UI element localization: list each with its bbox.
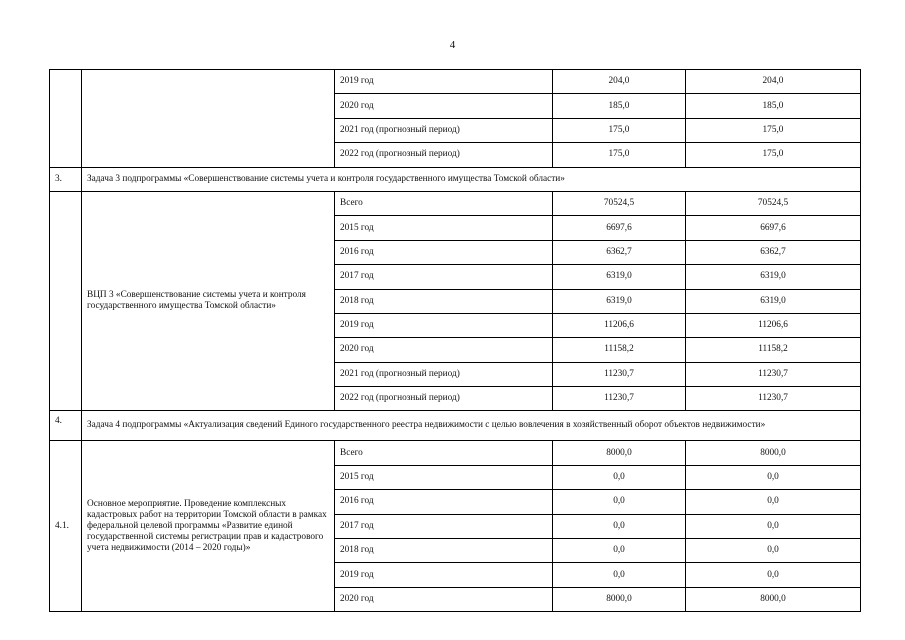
- value-cell: 11206,6: [686, 313, 861, 337]
- period-cell: 2019 год: [335, 313, 553, 337]
- value-cell: 70524,5: [686, 191, 861, 215]
- page-number: 4: [449, 39, 456, 51]
- period-cell: 2022 год (прогнозный период): [335, 143, 553, 167]
- value-cell: 11230,7: [686, 362, 861, 386]
- value-cell: 175,0: [553, 143, 686, 167]
- value-cell: 11230,7: [686, 387, 861, 411]
- value-cell: 6362,7: [686, 240, 861, 264]
- value-cell: 6697,6: [553, 216, 686, 240]
- value-cell: 11158,2: [686, 338, 861, 362]
- period-cell: Всего: [335, 191, 553, 215]
- period-cell: 2020 год: [335, 338, 553, 362]
- program-name: ВЦП 3 «Совершенствование системы учета и контроля государственного имущества Томской области»: [82, 191, 335, 411]
- value-cell: 185,0: [553, 94, 686, 118]
- value-cell: 6319,0: [553, 289, 686, 313]
- period-cell: 2020 год: [335, 587, 553, 611]
- value-cell: 0,0: [686, 514, 861, 538]
- period-cell: 2019 год: [335, 563, 553, 587]
- period-cell: 2016 год: [335, 240, 553, 264]
- value-cell: 6362,7: [553, 240, 686, 264]
- value-cell: 0,0: [686, 465, 861, 489]
- value-cell: 8000,0: [686, 587, 861, 611]
- task-number: 3.: [50, 167, 82, 191]
- period-cell: Всего: [335, 441, 553, 465]
- value-cell: 0,0: [686, 490, 861, 514]
- period-cell: 2018 год: [335, 289, 553, 313]
- period-cell: 2019 год: [335, 70, 553, 94]
- row-number-cell: [50, 191, 82, 411]
- value-cell: 204,0: [686, 70, 861, 94]
- period-cell: 2016 год: [335, 490, 553, 514]
- value-cell: 0,0: [553, 539, 686, 563]
- value-cell: 185,0: [686, 94, 861, 118]
- task-number: 4.: [50, 411, 82, 441]
- value-cell: 8000,0: [553, 441, 686, 465]
- row-number-cell: [50, 70, 82, 168]
- period-cell: 2018 год: [335, 539, 553, 563]
- value-cell: 175,0: [686, 118, 861, 142]
- value-cell: 175,0: [686, 143, 861, 167]
- activity-name: Основное мероприятие. Проведение комплексных кадастровых работ на территории Томской области в рамках федеральной целевой программы «Развитие единой государственной системы регистрации прав и кадастрового учета недвижимости (2014 – 2020 годы)»: [82, 441, 335, 612]
- row-name-cell: [82, 70, 335, 168]
- period-cell: 2015 год: [335, 465, 553, 489]
- value-cell: 6319,0: [553, 265, 686, 289]
- table-row: [50, 441, 861, 465]
- value-cell: 0,0: [686, 563, 861, 587]
- financing-table: [49, 69, 861, 612]
- value-cell: 0,0: [553, 490, 686, 514]
- period-cell: 2020 год: [335, 94, 553, 118]
- task-row: [50, 167, 861, 191]
- value-cell: 11230,7: [553, 362, 686, 386]
- item-number: 4.1.: [50, 441, 82, 612]
- value-cell: 11206,6: [553, 313, 686, 337]
- task-row: [50, 411, 861, 441]
- value-cell: 0,0: [553, 514, 686, 538]
- period-cell: 2015 год: [335, 216, 553, 240]
- period-cell: 2017 год: [335, 265, 553, 289]
- table-row: [50, 191, 861, 215]
- value-cell: 8000,0: [553, 587, 686, 611]
- value-cell: 6319,0: [686, 265, 861, 289]
- value-cell: 6697,6: [686, 216, 861, 240]
- period-cell: 2017 год: [335, 514, 553, 538]
- value-cell: 11230,7: [553, 387, 686, 411]
- value-cell: 8000,0: [686, 441, 861, 465]
- value-cell: 204,0: [553, 70, 686, 94]
- value-cell: 0,0: [553, 465, 686, 489]
- value-cell: 6319,0: [686, 289, 861, 313]
- value-cell: 0,0: [553, 563, 686, 587]
- task-title: Задача 4 подпрограммы «Актуализация сведений Единого государственного реестра недвижимости с целью вовлечения в хозяйственный оборот объектов недвижимости»: [82, 411, 861, 441]
- value-cell: 11158,2: [553, 338, 686, 362]
- value-cell: 70524,5: [553, 191, 686, 215]
- task-title: Задача 3 подпрограммы «Совершенствование системы учета и контроля государственного имущества Томской области»: [82, 167, 861, 191]
- period-cell: 2021 год (прогнозный период): [335, 118, 553, 142]
- table-row: [50, 70, 861, 94]
- period-cell: 2021 год (прогнозный период): [335, 362, 553, 386]
- value-cell: 175,0: [553, 118, 686, 142]
- period-cell: 2022 год (прогнозный период): [335, 387, 553, 411]
- value-cell: 0,0: [686, 539, 861, 563]
